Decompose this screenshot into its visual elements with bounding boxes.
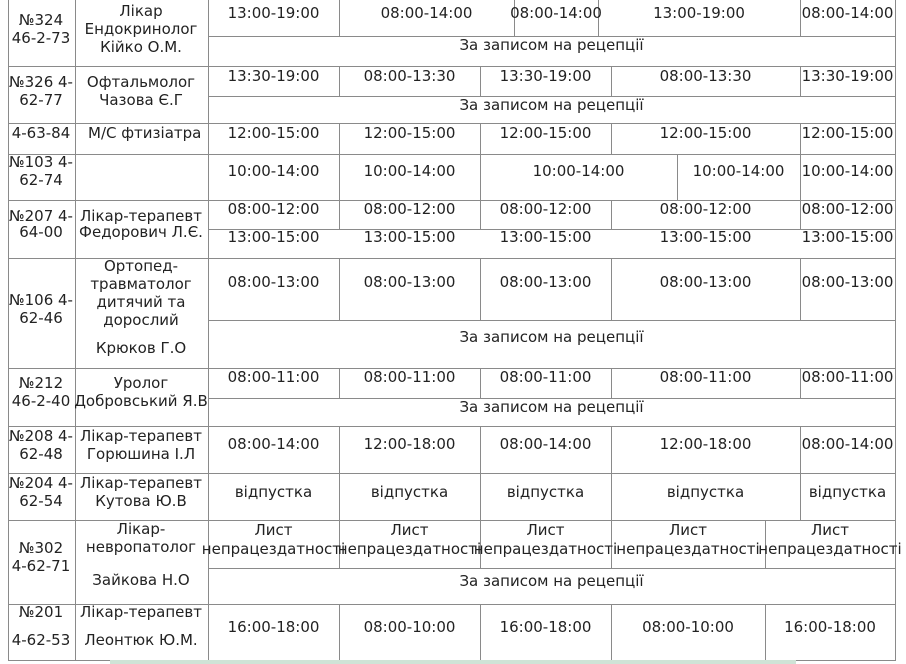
doctor-name: М/С фтизіатра bbox=[88, 124, 202, 142]
hours-cell: 08:00-14:00 bbox=[380, 4, 473, 22]
doctor-name: Федорович Л.Є. bbox=[79, 223, 203, 241]
hours-cell: відпустка bbox=[370, 483, 449, 501]
table-border-left bbox=[8, 0, 9, 660]
column-divider bbox=[480, 258, 481, 320]
row-divider bbox=[8, 154, 896, 155]
doctor-name: дорослий bbox=[103, 311, 179, 329]
column-divider bbox=[339, 426, 340, 473]
room-number: 4-62-71 bbox=[11, 557, 71, 575]
doctor-name: Лікар bbox=[119, 2, 163, 20]
column-divider bbox=[677, 154, 678, 200]
hours-cell: 08:00-11:00 bbox=[363, 368, 456, 386]
hours-cell: 08:00-14:00 bbox=[227, 435, 320, 453]
room-number: 64-00 bbox=[19, 223, 63, 241]
column-divider bbox=[480, 154, 481, 200]
column-divider bbox=[480, 368, 481, 398]
doctor-name: Уролог bbox=[113, 374, 169, 392]
column-divider bbox=[480, 473, 481, 520]
room-number: 46-2-40 bbox=[11, 392, 71, 410]
hours-cell: 13:00-19:00 bbox=[227, 4, 320, 22]
room-number: №212 bbox=[18, 374, 64, 392]
column-divider bbox=[800, 473, 801, 520]
appointment-note: За записом на рецепції bbox=[459, 96, 644, 114]
row-divider bbox=[208, 568, 895, 569]
hours-cell: 08:00-11:00 bbox=[499, 368, 592, 386]
hours-cell: відпустка bbox=[666, 483, 745, 501]
hours-cell: 12:00-15:00 bbox=[363, 124, 456, 142]
hours-cell: 08:00-10:00 bbox=[363, 618, 456, 636]
hours-cell: 08:00-11:00 bbox=[227, 368, 320, 386]
hours-cell: 12:00-18:00 bbox=[363, 435, 456, 453]
doctor-name: Зайкова Н.О bbox=[92, 571, 190, 589]
hours-cell: 08:00-13:00 bbox=[801, 273, 894, 291]
column-divider bbox=[339, 604, 340, 660]
hours-cell: відпустка bbox=[234, 483, 313, 501]
room-number: 62-77 bbox=[19, 91, 63, 109]
column-divider bbox=[611, 258, 612, 320]
column-divider bbox=[339, 200, 340, 229]
column-divider bbox=[480, 200, 481, 229]
sick-leave-cell: Лист bbox=[526, 521, 565, 539]
room-number: 62-46 bbox=[19, 309, 63, 327]
hours-cell: 08:00-11:00 bbox=[659, 368, 752, 386]
column-divider bbox=[339, 0, 340, 36]
appointment-note: За записом на рецепції bbox=[459, 36, 644, 54]
hours-cell: 12:00-18:00 bbox=[659, 435, 752, 453]
hours-cell: 12:00-15:00 bbox=[499, 124, 592, 142]
room-number: №208 4- bbox=[9, 427, 73, 445]
sick-leave-cell: непрацездатності bbox=[758, 540, 902, 558]
hours-cell: 08:00-13:00 bbox=[659, 273, 752, 291]
hours-cell: 08:00-12:00 bbox=[801, 200, 894, 218]
hours-cell: 16:00-18:00 bbox=[784, 618, 876, 636]
column-divider bbox=[208, 0, 209, 660]
sick-leave-cell: Лист bbox=[810, 521, 850, 539]
hours-cell: 13:00-15:00 bbox=[801, 228, 894, 246]
column-divider bbox=[611, 200, 612, 229]
hours-cell: 08:00-12:00 bbox=[363, 200, 456, 218]
room-number: 62-74 bbox=[19, 171, 63, 189]
column-divider bbox=[611, 368, 612, 398]
hours-cell: 13:30-19:00 bbox=[227, 67, 320, 85]
doctor-name: Крюков Г.О bbox=[95, 339, 187, 357]
doctor-name: Кутова Ю.В bbox=[95, 492, 187, 510]
hours-cell: 13:00-15:00 bbox=[363, 228, 456, 246]
doctor-name: Ортопед- bbox=[103, 257, 179, 275]
hours-cell: 08:00-13:30 bbox=[363, 67, 456, 85]
sick-leave-cell: непрацездатності bbox=[337, 540, 482, 558]
room-number: №106 4- bbox=[9, 291, 73, 309]
doctor-name: Лікар-терапевт bbox=[80, 207, 202, 225]
hours-cell: 08:00-13:30 bbox=[659, 67, 752, 85]
room-number: №302 bbox=[18, 539, 64, 557]
room-number: №103 4- bbox=[9, 153, 73, 171]
room-number: №326 4- bbox=[9, 73, 73, 91]
hours-cell: 10:00-14:00 bbox=[227, 162, 320, 180]
doctor-name: Кійко О.М. bbox=[100, 38, 182, 56]
hours-cell: 08:00-12:00 bbox=[659, 200, 752, 218]
hours-cell: 13:30-19:00 bbox=[801, 67, 894, 85]
hours-cell: 10:00-14:00 bbox=[532, 162, 625, 180]
column-divider bbox=[480, 123, 481, 154]
doctor-name: Лікар-терапевт bbox=[80, 427, 202, 445]
column-divider bbox=[339, 154, 340, 200]
column-divider bbox=[480, 66, 481, 96]
footer-strip bbox=[110, 660, 796, 664]
appointment-note: За записом на рецепції bbox=[459, 572, 644, 590]
doctor-name: Ендокринолог bbox=[84, 20, 198, 38]
column-divider bbox=[611, 604, 612, 660]
hours-cell: 08:00-14:00 bbox=[510, 4, 602, 22]
column-divider bbox=[339, 66, 340, 96]
sick-leave-cell: непрацездатності bbox=[201, 540, 346, 558]
doctor-name: Офтальмолог bbox=[86, 73, 196, 91]
hours-cell: 08:00-14:00 bbox=[499, 435, 592, 453]
hours-cell: відпустка bbox=[506, 483, 585, 501]
column-divider bbox=[339, 123, 340, 154]
hours-cell: 08:00-12:00 bbox=[227, 200, 320, 218]
hours-cell: 12:00-15:00 bbox=[801, 124, 894, 142]
doctor-name: Леонтюк Ю.М. bbox=[84, 631, 198, 649]
hours-cell: 13:00-15:00 bbox=[659, 228, 752, 246]
hours-cell: 08:00-14:00 bbox=[801, 4, 894, 22]
sick-leave-cell: непрацездатності bbox=[616, 540, 760, 558]
doctor-name: Лікар-терапевт bbox=[80, 603, 202, 621]
room-number: №324 bbox=[18, 11, 64, 29]
sick-leave-cell: Лист bbox=[390, 521, 429, 539]
hours-cell: 08:00-10:00 bbox=[642, 618, 734, 636]
doctor-name: Добровський Я.В bbox=[74, 392, 208, 410]
room-number: 62-48 bbox=[19, 445, 63, 463]
hours-cell: 13:00-15:00 bbox=[227, 228, 320, 246]
column-divider bbox=[611, 426, 612, 473]
table-border-right bbox=[895, 0, 896, 660]
hours-cell: 10:00-14:00 bbox=[692, 162, 785, 180]
column-divider bbox=[339, 368, 340, 398]
hours-cell: 08:00-12:00 bbox=[499, 200, 592, 218]
hours-cell: 16:00-18:00 bbox=[227, 618, 320, 636]
hours-cell: 12:00-15:00 bbox=[227, 124, 320, 142]
room-number: 46-2-73 bbox=[11, 29, 71, 47]
doctor-name: Чазова Є.Г bbox=[99, 91, 183, 109]
room-number: №204 4- bbox=[9, 474, 73, 492]
hours-cell: 08:00-14:00 bbox=[801, 435, 894, 453]
room-number: №201 bbox=[18, 603, 64, 621]
doctor-name: дитячий та bbox=[96, 293, 186, 311]
room-number: 4-62-53 bbox=[11, 631, 71, 649]
appointment-note: За записом на рецепції bbox=[459, 328, 644, 346]
sick-leave-cell: Лист bbox=[668, 521, 708, 539]
hours-cell: 12:00-15:00 bbox=[659, 124, 752, 142]
sick-leave-cell: непрацездатності bbox=[473, 540, 618, 558]
column-divider bbox=[765, 604, 766, 660]
appointment-note: За записом на рецепції bbox=[459, 398, 644, 416]
column-divider bbox=[339, 258, 340, 320]
hours-cell: 13:00-19:00 bbox=[653, 4, 745, 22]
doctor-name: Лікар-терапевт bbox=[80, 474, 202, 492]
hours-cell: 08:00-11:00 bbox=[801, 368, 894, 386]
hours-cell: відпустка bbox=[808, 483, 887, 501]
hours-cell: 10:00-14:00 bbox=[801, 162, 894, 180]
sick-leave-cell: Лист bbox=[254, 521, 293, 539]
hours-cell: 13:30-19:00 bbox=[499, 67, 592, 85]
doctor-name: невропатолог bbox=[85, 538, 197, 556]
room-number: №207 4- bbox=[9, 207, 73, 225]
hours-cell: 08:00-13:00 bbox=[363, 273, 456, 291]
room-number: 4-63-84 bbox=[11, 124, 71, 142]
hours-cell: 16:00-18:00 bbox=[499, 618, 592, 636]
column-divider bbox=[480, 604, 481, 660]
room-number: 62-54 bbox=[19, 492, 63, 510]
column-divider bbox=[611, 66, 612, 96]
column-divider bbox=[611, 123, 612, 154]
column-divider bbox=[339, 473, 340, 520]
doctor-name: Горюшина І.Л bbox=[86, 445, 196, 463]
column-divider bbox=[75, 0, 76, 660]
doctor-name: травматолог bbox=[90, 275, 192, 293]
hours-cell: 13:00-15:00 bbox=[499, 228, 592, 246]
doctor-name: Лікар- bbox=[116, 520, 166, 538]
column-divider bbox=[480, 426, 481, 473]
hours-cell: 08:00-13:00 bbox=[499, 273, 592, 291]
row-divider bbox=[208, 320, 895, 321]
column-divider bbox=[611, 473, 612, 520]
hours-cell: 08:00-13:00 bbox=[227, 273, 320, 291]
hours-cell: 10:00-14:00 bbox=[363, 162, 456, 180]
